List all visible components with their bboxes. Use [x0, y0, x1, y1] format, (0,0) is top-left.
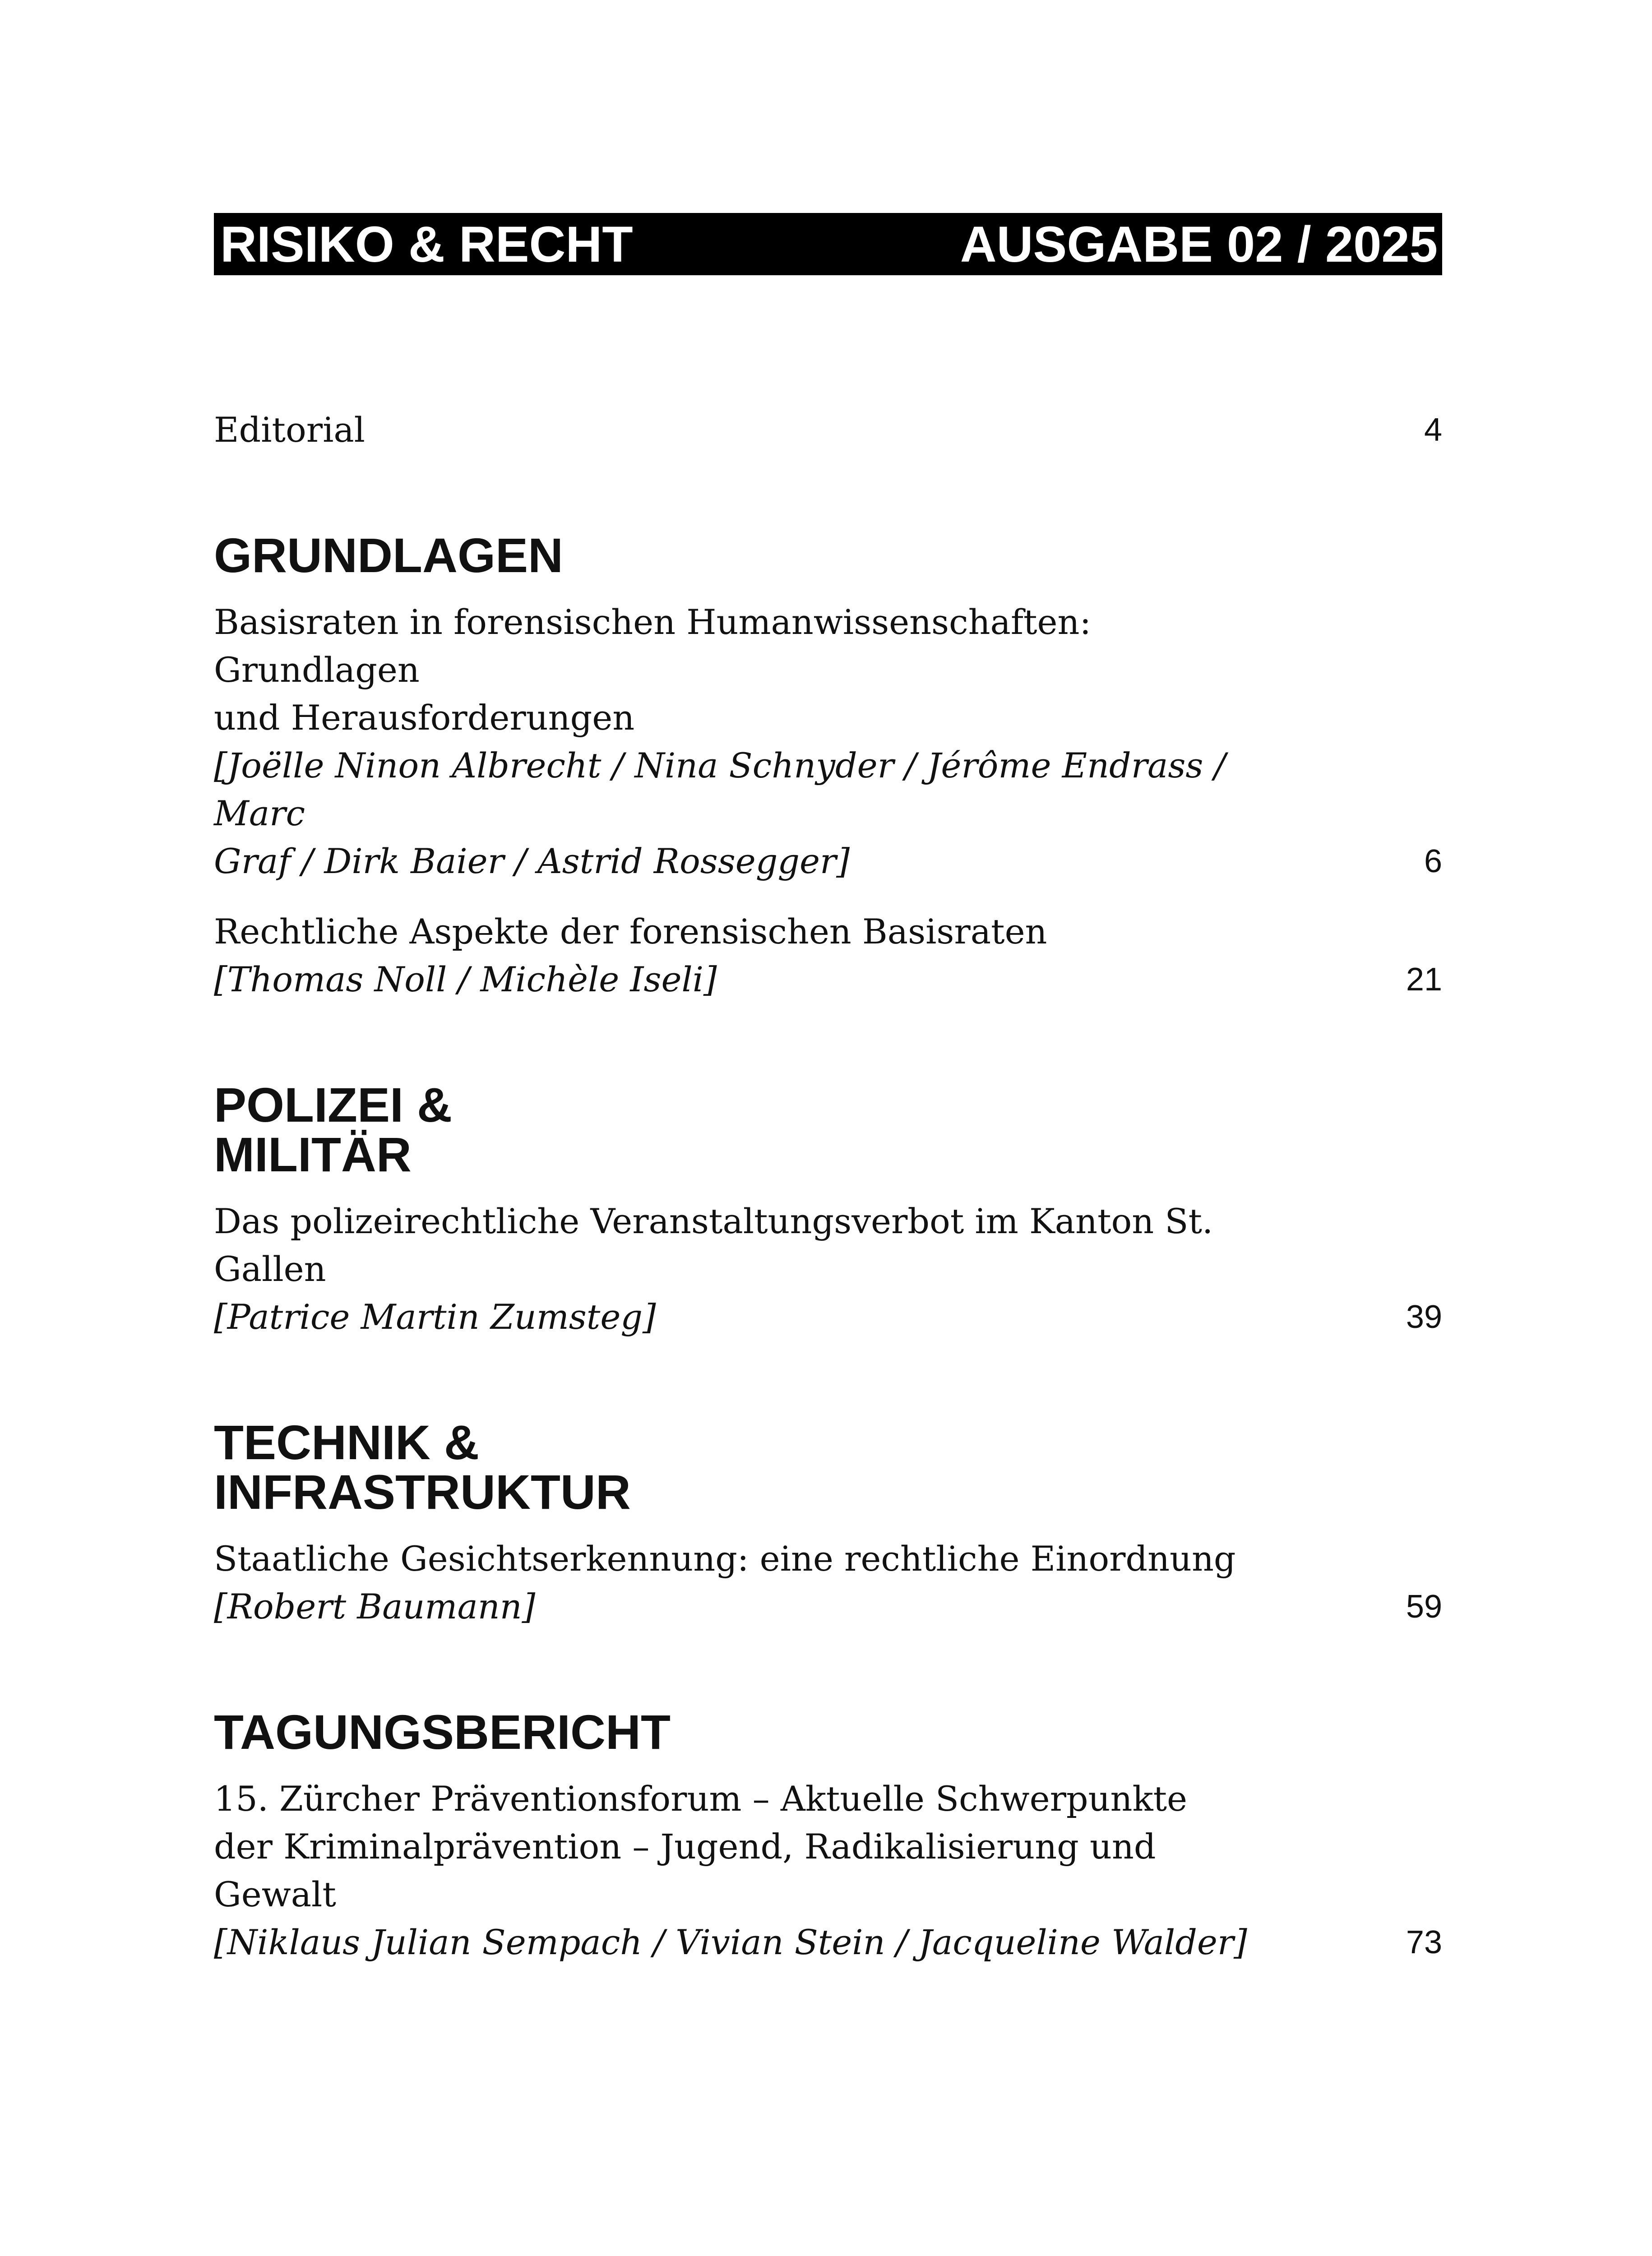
page-number: 21	[1406, 962, 1442, 998]
page-number: 73	[1406, 1924, 1442, 1960]
section-tagungsbericht	[214, 1707, 1442, 1966]
entry-authors: [Patrice Martin Zumsteg]	[214, 1297, 656, 1337]
toc-entry-editorial[interactable]	[214, 406, 1442, 454]
toc-entry[interactable]	[214, 908, 1442, 1003]
section-heading: GRUNDLAGEN	[214, 528, 563, 582]
page-number: 6	[1424, 843, 1442, 879]
page-number: 4	[1424, 412, 1442, 448]
entry-title: Basisraten in forensischen Humanwissenschaften: Grundlagen und Herausforderungen	[214, 602, 1092, 738]
journal-title: RISIKO & RECHT	[220, 216, 633, 273]
table-of-contents	[214, 213, 1442, 1966]
section-heading: TAGUNGSBERICHT	[214, 1705, 671, 1759]
entry-title: Das polizeirechtliche Veranstaltungsverbot im Kanton St. Gallen	[214, 1201, 1213, 1289]
toc-entry[interactable]	[214, 598, 1442, 885]
entry-authors: [Niklaus Julian Sempach / Vivian Stein / Jacqueline Walder]	[214, 1922, 1247, 1962]
entry-authors: [Joëlle Ninon Albrecht / Nina Schnyder / Jérôme Endrass / Marc	[214, 745, 1226, 833]
entry-authors: [Thomas Noll / Michèle Iseli]	[214, 959, 717, 999]
section-heading: POLIZEI & MILITÄR	[214, 1077, 453, 1182]
entry-title: Staatliche Gesichtserkennung: eine rechtliche Einordnung	[214, 1539, 1236, 1579]
toc-entry[interactable]	[214, 1775, 1442, 1966]
entry-title: Editorial	[214, 410, 365, 450]
section-technik-infrastruktur	[214, 1415, 1442, 1631]
toc-entry[interactable]	[214, 1197, 1442, 1341]
page-number: 59	[1406, 1589, 1442, 1625]
entry-authors-continued: Graf / Dirk Baier / Astrid Rossegger]	[214, 841, 850, 881]
header-bar	[214, 213, 1442, 275]
section-heading: TECHNIK & INFRASTRUKTUR	[214, 1415, 631, 1519]
section-polizei-militaer	[214, 1077, 1442, 1341]
issue-label: AUSGABE 02 / 2025	[960, 216, 1438, 273]
entry-title: Rechtliche Aspekte der forensischen Basisraten	[214, 911, 1047, 952]
section-grundlagen	[214, 528, 1442, 1003]
entry-authors: [Robert Baumann]	[214, 1586, 536, 1627]
entry-title: 15. Zürcher Präventionsforum – Aktuelle Schwerpunkte der Kriminalprävention – Jugend, Radikalisierung und Gewalt	[214, 1779, 1188, 1914]
toc-entry[interactable]	[214, 1535, 1442, 1631]
page-number: 39	[1406, 1299, 1442, 1335]
